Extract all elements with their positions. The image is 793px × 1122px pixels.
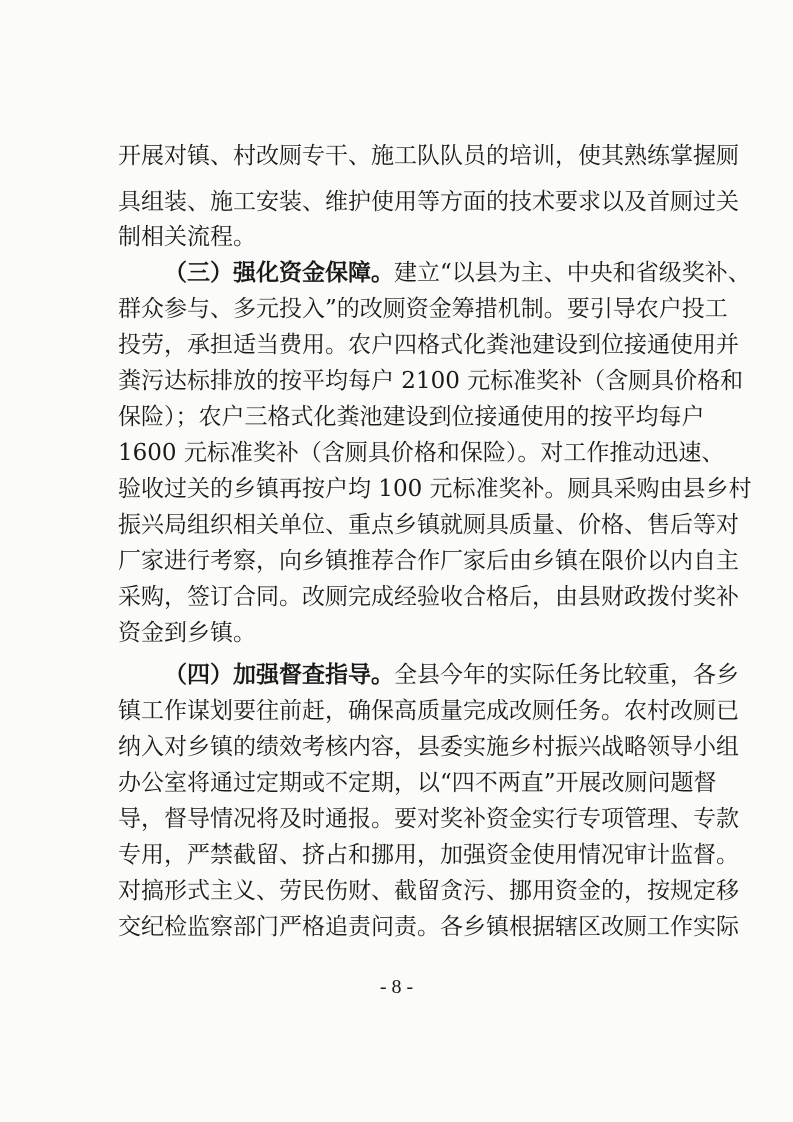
para1-line-2: 具组装、施工安装、维护使用等方面的技术要求以及首厕过关 xyxy=(118,189,739,215)
para3-line-8: 交纪检监察部门严格追责问责。各乡镇根据辖区改厕工作实际 xyxy=(118,914,739,940)
para2-line-10: 采购，签订合同。改厕完成经验收合格后，由县财政拨付奖补 xyxy=(118,584,739,610)
para3-line-3: 纳入对乡镇的绩效考核内容，县委实施乡村振兴战略领导小组 xyxy=(118,734,739,760)
para2-line-11: 资金到乡镇。 xyxy=(118,620,256,646)
para2-line-6: 1600 元标准奖补（含厕具价格和保险）。对工作推动迅速、 xyxy=(118,440,725,466)
para2-line-8: 振兴局组织相关单位、重点乡镇就厕具质量、价格、售后等对 xyxy=(118,512,739,538)
para2-line-1 xyxy=(164,253,751,293)
para3-line-7: 对搞形式主义、劳民伤财、截留贪污、挪用资金的，按规定移 xyxy=(118,878,739,904)
section-heading-3: （三）强化资金保障。 xyxy=(164,259,394,286)
para3-line-4: 办公室将通过定期或不定期，以“四不两直”开展改厕问题督 xyxy=(118,770,717,796)
para3-line-5: 导，督导情况将及时通报。要对奖补资金实行专项管理、专款 xyxy=(118,806,739,832)
para1-line-3: 制相关流程。 xyxy=(118,224,256,250)
para3-line-1-text: 全县今年的实际任务比较重，各乡 xyxy=(394,662,739,688)
section-heading-4: （四）加强督查指导。 xyxy=(164,661,394,688)
para3-line-6: 专用，严禁截留、挤占和挪用，加强资金使用情况审计监督。 xyxy=(118,842,739,868)
para3-line-2: 镇工作谋划要往前赶，确保高质量完成改厕任务。农村改厕已 xyxy=(118,698,739,724)
para2-line-2: 群众参与、多元投入”的改厕资金筹措机制。要引导农户投工 xyxy=(118,296,728,322)
para2-line-1-text: 建立“以县为主、中央和省级奖补、 xyxy=(394,260,751,286)
para2-line-3: 投劳，承担适当费用。农户四格式化粪池建设到位接通使用并 xyxy=(118,332,739,358)
para1-line-1: 开展对镇、村改厕专干、施工队队员的培训，使其熟练掌握厕 xyxy=(118,143,739,169)
para2-line-4: 粪污达标排放的按平均每户 2100 元标准奖补（含厕具价格和 xyxy=(118,368,744,394)
page-number: - 8 - xyxy=(379,976,414,998)
para2-line-5: 保险）；农户三格式化粪池建设到位接通使用的按平均每户 xyxy=(118,404,705,430)
para2-line-7: 验收过关的乡镇再按户均 100 元标准奖补。厕具采购由县乡村 xyxy=(118,476,752,502)
para3-line-1 xyxy=(164,655,739,695)
para2-line-9: 厂家进行考察，向乡镇推荐合作厂家后由乡镇在限价以内自主 xyxy=(118,548,739,574)
